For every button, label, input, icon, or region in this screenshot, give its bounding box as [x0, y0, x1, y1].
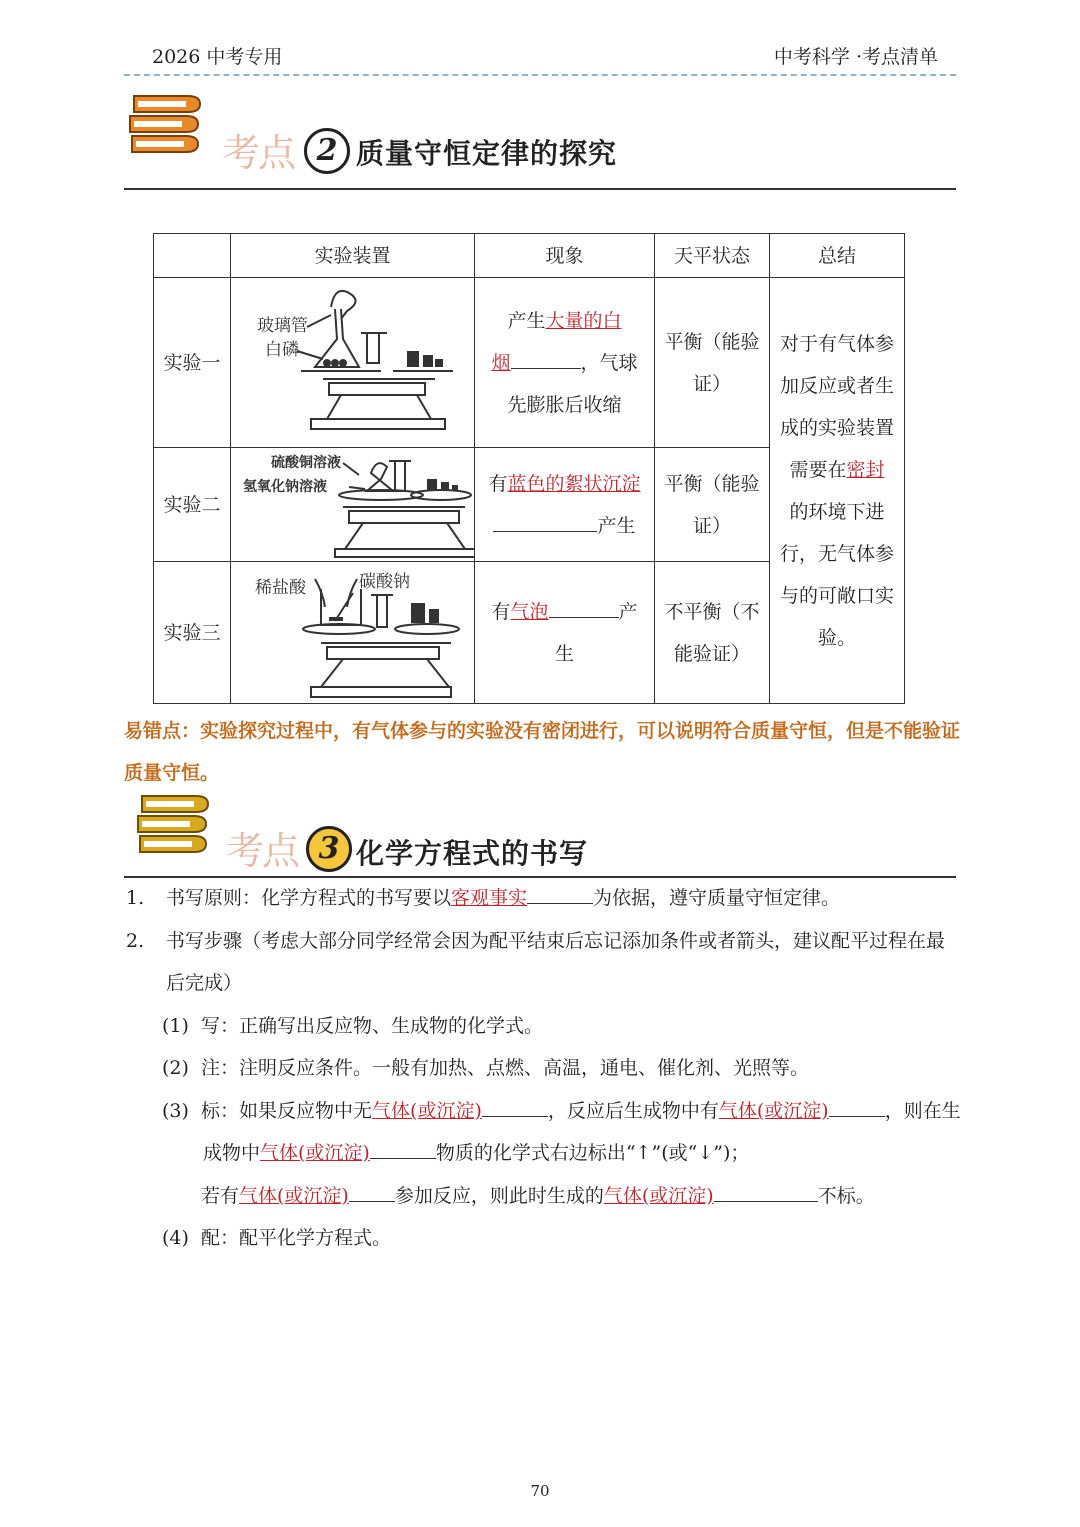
- balance-phosphorus-illustration: [231, 279, 474, 447]
- step-2: [162, 1047, 809, 1089]
- summary-line: 需要在: [789, 458, 847, 481]
- summary-line: 的环境下进: [789, 500, 885, 523]
- step-3-cont2: [201, 1175, 875, 1217]
- phenomenon-text: 产生: [507, 309, 546, 332]
- experiment-name: 实验一: [154, 278, 231, 448]
- answer-blank: [829, 1097, 885, 1117]
- item-2-text-cont: [166, 962, 242, 1004]
- apparatus-cell: [231, 278, 475, 448]
- step-text: 物质的化学式右边标出“↑”(或“↓”)；: [435, 1142, 750, 1164]
- balance-copper-sulfate-illustration: [231, 449, 474, 561]
- apparatus-label: 氢氧化钠溶液: [243, 478, 327, 495]
- header-cell: 天平状态: [655, 234, 770, 278]
- balance-state: 平衡（能验: [664, 472, 760, 495]
- books-icon: [124, 88, 204, 168]
- answer-text: 密封: [846, 458, 885, 481]
- header-left: 2026 中考专用: [152, 46, 283, 68]
- phenomenon-text: ，气球: [580, 351, 638, 374]
- table-header-row: [154, 234, 905, 278]
- answer-blank: [370, 1139, 436, 1159]
- item-2: [126, 920, 144, 962]
- summary-line: 成的实验装置: [779, 416, 894, 439]
- step-text: 不标。: [817, 1185, 875, 1207]
- experiment-table: [153, 233, 905, 704]
- step-text: ，反应后生成物中有: [547, 1100, 719, 1122]
- section-number: 3: [306, 826, 352, 872]
- phenomenon-text: 产: [618, 600, 638, 623]
- answer-text: 气体(或沉淀): [260, 1142, 370, 1164]
- balance-state-cell: [655, 448, 770, 562]
- phenomenon-text: 产生: [597, 514, 636, 537]
- balance-state: 证）: [692, 372, 731, 395]
- warning-line: 易错点：实验探究过程中，有气体参与的实验没有密闭进行，可以说明符合质量守恒，但是不能验证: [124, 720, 961, 742]
- step-text: 注：注明反应条件。一般有加热、点燃、高温，通电、催化剂、光照等。: [201, 1057, 810, 1079]
- step-text: 参加反应，则此时生成的: [394, 1185, 604, 1207]
- answer-blank: [714, 1182, 818, 1202]
- phenomenon-cell: [475, 448, 655, 562]
- summary-line: 与的可敞口实: [779, 584, 894, 607]
- phenomenon-text: 先膨胀后收缩: [507, 393, 622, 416]
- answer-text: 烟: [491, 351, 511, 374]
- experiment-name: 实验二: [154, 448, 231, 562]
- page-header: [124, 38, 956, 76]
- page-number: 70: [530, 1482, 550, 1500]
- warning-line: 质量守恒。: [124, 762, 220, 784]
- balance-state: 平衡（能验: [664, 330, 760, 353]
- answer-blank: [493, 512, 597, 532]
- answer-blank: [549, 598, 619, 618]
- balance-state: 证）: [692, 514, 731, 537]
- balance-hydrochloric-illustration: [231, 563, 474, 703]
- summary-line: 验。: [817, 626, 856, 649]
- books-icon: [132, 790, 212, 866]
- answer-text: 客观事实: [451, 887, 528, 909]
- item-number: 2.: [126, 930, 145, 952]
- phenomenon-text: 生: [554, 642, 574, 665]
- item-2-text: [166, 920, 945, 962]
- section-title: 质量守恒定律的探究: [356, 137, 618, 170]
- step-text: 配：配平化学方程式。: [201, 1227, 392, 1249]
- item-number: 1.: [126, 887, 145, 909]
- answer-blank: [511, 349, 581, 369]
- section-3-heading: [124, 790, 956, 878]
- apparatus-label: 硫酸铜溶液: [271, 454, 341, 471]
- header-cell: 实验装置: [231, 234, 475, 278]
- answer-text: 气泡: [510, 600, 549, 623]
- experiment-name: 实验三: [154, 562, 231, 704]
- summary-line: 对于有气体参: [779, 332, 894, 355]
- step-text: ，则在生: [884, 1100, 961, 1122]
- summary-cell: [770, 278, 905, 704]
- step-text: 标：如果反应物中无: [201, 1100, 373, 1122]
- step-text: 成物中: [203, 1142, 261, 1164]
- item-1: [126, 877, 144, 919]
- answer-text: 气体(或沉淀): [718, 1100, 829, 1122]
- kaodian-label: 考点: [222, 131, 295, 175]
- balance-state: 不平衡（不: [664, 600, 760, 623]
- step-number: (1): [162, 1015, 189, 1037]
- section-title: 化学方程式的书写: [356, 837, 589, 870]
- step-number: (3): [162, 1100, 189, 1122]
- section-2-heading: [124, 88, 956, 190]
- phenomenon-text: 有: [488, 472, 508, 495]
- header-right: 中考科学 ·考点清单: [773, 46, 938, 68]
- step-text: 写：正确写出反应物、生成物的化学式。: [201, 1015, 544, 1037]
- section-number: 2: [304, 128, 350, 174]
- answer-text: 气体(或沉淀): [239, 1185, 349, 1207]
- item-1-text: [166, 877, 840, 919]
- answer-blank: [482, 1097, 548, 1117]
- step-3: [162, 1090, 961, 1132]
- table-row: [154, 278, 905, 448]
- phenomenon-text: 有: [491, 600, 511, 623]
- phenomenon-cell: [475, 562, 655, 704]
- summary-line: 行，无气体参: [779, 542, 894, 565]
- apparatus-label: 玻璃管: [257, 315, 308, 336]
- summary-line: 加反应或者生: [779, 374, 894, 397]
- answer-blank: [349, 1182, 395, 1202]
- item-text: 书写步骤（考虑大部分同学经常会因为配平结束后忘记添加条件或者箭头，建议配平过程在最: [166, 930, 946, 952]
- answer-text: 蓝色的絮状沉淀: [507, 472, 641, 495]
- answer-text: 气体(或沉淀): [372, 1100, 482, 1122]
- balance-state: 能验证）: [673, 642, 750, 665]
- item-text: 为依据，遵守质量守恒定律。: [593, 887, 841, 909]
- header-cell: 现象: [475, 234, 655, 278]
- phenomenon-cell: [475, 278, 655, 448]
- step-3-cont: [203, 1132, 749, 1174]
- answer-blank: [527, 884, 593, 904]
- apparatus-cell: [231, 562, 475, 704]
- balance-state-cell: [655, 562, 770, 704]
- apparatus-label: 碳酸钠: [359, 571, 410, 592]
- answer-text: 大量的白: [545, 309, 622, 332]
- answer-text: 气体(或沉淀): [603, 1185, 714, 1207]
- kaodian-label: 考点: [226, 829, 299, 873]
- item-text: 后完成）: [166, 972, 243, 994]
- apparatus-label: 白磷: [265, 339, 299, 360]
- step-1: [162, 1005, 543, 1047]
- item-text: 书写原则：化学方程式的书写要以: [166, 887, 452, 909]
- apparatus-label: 稀盐酸: [255, 577, 306, 598]
- step-4: [162, 1217, 391, 1259]
- apparatus-cell: [231, 448, 475, 562]
- balance-state-cell: [655, 278, 770, 448]
- step-number: (4): [162, 1227, 189, 1249]
- header-cell: 总结: [770, 234, 905, 278]
- header-cell: [154, 234, 231, 278]
- step-text: 若有: [201, 1185, 240, 1207]
- step-number: (2): [162, 1057, 189, 1079]
- warning-note: [124, 710, 964, 794]
